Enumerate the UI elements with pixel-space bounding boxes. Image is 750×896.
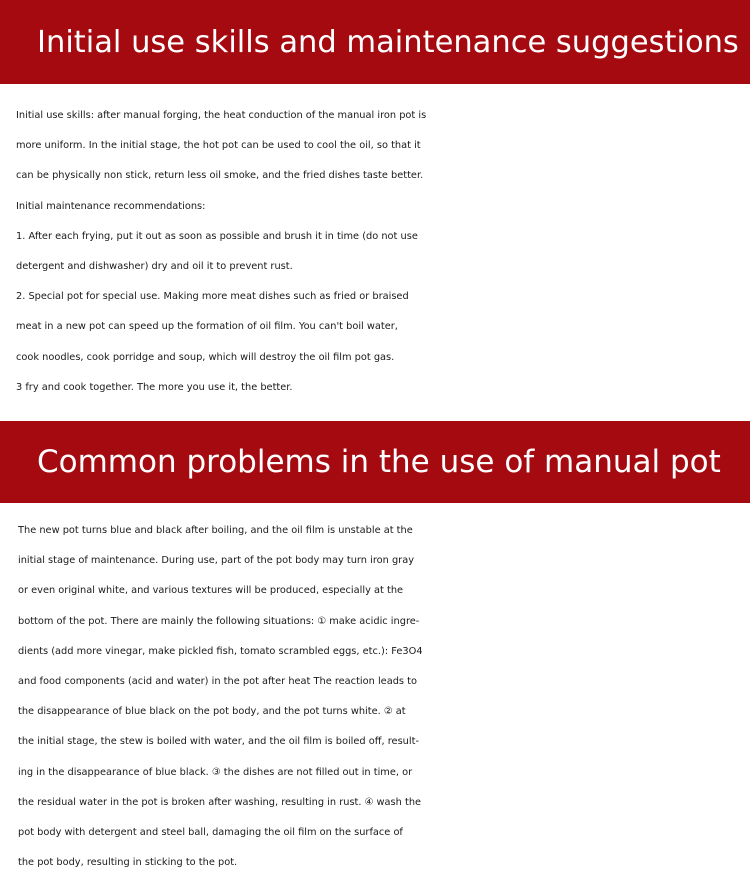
text-line: 1. After each frying, put it out as soon as possible and brush it in time (do not use [16,230,418,242]
text-line: cook noodles, cook porridge and soup, which will destroy the oil film pot gas. [16,351,395,363]
section-title: Initial use skills and maintenance suggestions [37,24,739,60]
text-line: initial stage of maintenance. During use, part of the pot body may turn iron gray [18,555,414,567]
text-line: the initial stage, the stew is boiled with water, and the oil film is boiled off, result- [18,736,419,748]
text-line: Initial maintenance recommendations: [16,200,206,212]
common-problems-text-block [18,516,750,878]
section-title: Common problems in the use of manual pot [37,444,721,480]
initial-use-text-block [16,101,750,403]
text-line: more uniform. In the initial stage, the hot pot can be used to cool the oil, so that it [16,140,421,152]
text-line: ing in the disappearance of blue black. ③ the dishes are not filled out in time, or [18,766,413,778]
text-line: dients (add more vinegar, make pickled fish, tomato scrambled eggs, etc.): Fe3O4 [18,645,423,657]
text-line: the disappearance of blue black on the pot body, and the pot turns white. ② at [18,706,406,718]
text-line: and food components (acid and water) in the pot after heat The reaction leads to [18,675,417,687]
text-line: 3 fry and cook together. The more you use it, the better. [16,381,293,393]
text-line: the residual water in the pot is broken after washing, resulting in rust. ④ wash the [18,796,422,808]
text-line: meat in a new pot can speed up the formation of oil film. You can't boil water, [16,321,398,333]
text-line: the pot body, resulting in sticking to the pot. [18,857,238,869]
text-line: The new pot turns blue and black after boiling, and the oil film is unstable at the [18,525,413,536]
text-line: bottom of the pot. There are mainly the following situations: ① make acidic ingre- [18,615,420,627]
section-banner-common-problems [0,421,750,503]
text-line: or even original white, and various textures will be produced, especially at the [18,585,404,597]
text-line: detergent and dishwasher) dry and oil it to prevent rust. [16,260,293,272]
section-banner-initial-use [0,0,750,84]
text-line: can be physically non stick, return less oil smoke, and the fried dishes taste better. [16,170,424,182]
text-line: 2. Special pot for special use. Making more meat dishes such as fried or braised [16,291,409,303]
text-line: pot body with detergent and steel ball, damaging the oil film on the surface of [18,826,403,838]
text-line: Initial use skills: after manual forging, the heat conduction of the manual iron pot is [16,110,427,121]
